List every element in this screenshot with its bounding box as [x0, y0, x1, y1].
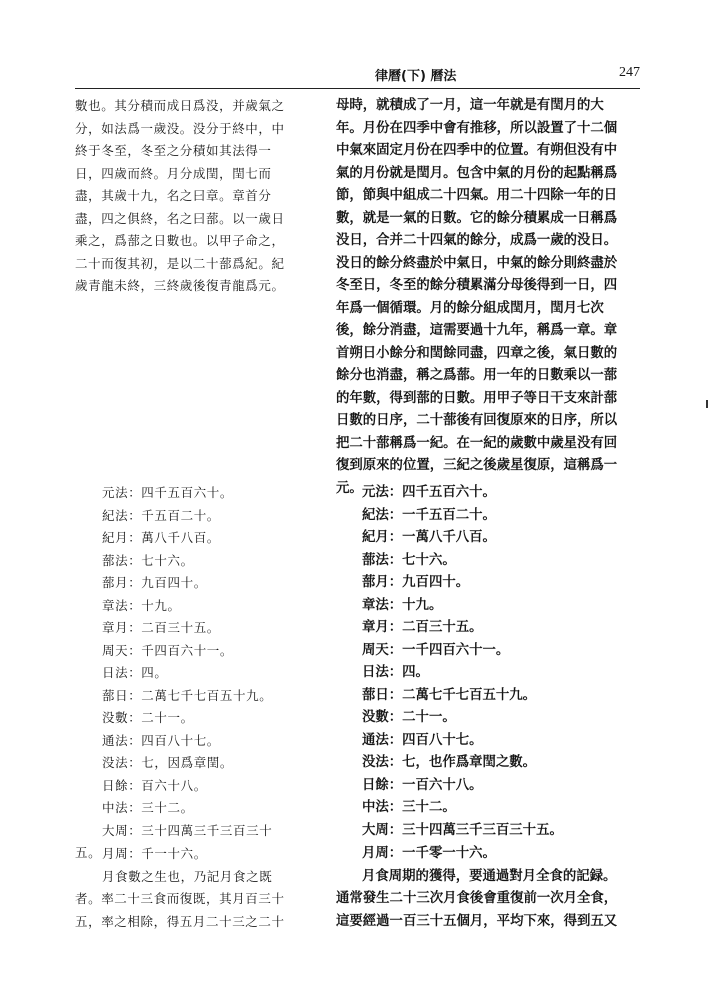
constant-item: 日法：四。: [362, 665, 429, 680]
constant-item: 中法：三十二。: [362, 800, 456, 815]
constant-item: 章月：二百三十五。: [102, 620, 220, 635]
text-line: 日，四歲而終。月分成閏，閏七而: [75, 165, 272, 181]
constant-item: 通法：四百八十七。: [102, 732, 220, 748]
text-line: 盡，其歲十九，名之曰章。章首分: [75, 188, 272, 203]
constant-item: 元法：四千五百六十。: [362, 485, 496, 500]
text-line: 盡，四之俱終，名之曰蔀。以一歲日: [75, 210, 285, 226]
text-line: 日數的日序，二十蔀後有回復原來的日序，所以: [336, 413, 618, 428]
constant-item: 章法：十九。: [362, 597, 443, 613]
constant-item-continuation: 五。: [75, 845, 102, 860]
page-number: 247: [619, 65, 640, 80]
text-line: 年爲一個循環。月的餘分組成閏月，閏月七次: [336, 300, 604, 316]
constant-item: 没法：七，也作爲章閏之數。: [362, 755, 537, 770]
constant-item: 章月：二百三十五。: [362, 620, 483, 635]
original-eclipse-section: [75, 843, 330, 933]
text-line: 數也。其分積而成日爲没，并歲氣之: [75, 98, 285, 113]
text-line: 月食周期的獲得，要通過對月全食的記録。: [362, 868, 617, 884]
text-line: 元。: [336, 480, 363, 496]
text-line: 終于冬至，冬至之分積如其法得一: [75, 143, 272, 158]
constant-item: 日餘：一百六十八。: [362, 777, 483, 793]
text-line: 月食數之生也，乃記月食之既: [102, 868, 273, 884]
constant-item: 蔀法：七十六。: [102, 552, 194, 568]
text-line: 年。月份在四季中會有推移，所以設置了十二個: [336, 120, 618, 136]
text-line: 餘分也消盡，稱之爲蔀。用一年的日數乘以一蔀: [336, 368, 618, 383]
text-line: 首朔日小餘分和閏餘同盡，四章之後，氣日數的: [336, 345, 618, 361]
translation-column: [336, 95, 641, 500]
month-cycle-item: 月周：一千零一十六。: [362, 846, 496, 861]
constant-item: 日法：四。: [102, 665, 168, 680]
text-line: 者。率二十三食而復既，其月百三十: [75, 891, 285, 906]
text-line: 把二十蔀稱爲一紀。在一紀的歲數中歲星没有回: [336, 435, 618, 451]
constant-item: 日餘：百六十八。: [102, 777, 207, 793]
constant-item: 元法：四千五百六十。: [102, 485, 234, 500]
chapter-title: 律曆(下) 曆法: [375, 69, 457, 84]
constant-item: 没數：二十一。: [102, 710, 194, 725]
constant-item: 紀法：千五百二十。: [102, 507, 220, 523]
text-line: 數，就是一氣的日數。它的餘分積累成一日稱爲: [336, 210, 618, 226]
text-line: 二十而復其初，是以二十蔀爲紀。紀: [75, 255, 285, 271]
constant-item: 中法：三十二。: [102, 800, 194, 815]
constant-item: 紀法：一千五百二十。: [362, 507, 496, 523]
constant-item: 蔀日：二萬七千七百五十九。: [362, 687, 537, 703]
constant-item: 没數：二十一。: [362, 710, 456, 725]
constant-item: 大周：三十四萬三千三百三十五。: [362, 822, 563, 838]
text-line: 五，率之相除，得五月二十三之二十: [75, 913, 285, 929]
running-header: [75, 62, 640, 89]
text-line: 没日，合并二十四氣的餘分，成爲一歲的没日。: [336, 233, 618, 248]
translation-paragraph: [336, 95, 641, 500]
original-text-column: [75, 95, 330, 298]
margin-mark: [706, 400, 708, 408]
text-line: 這要經過一百三十五個月，平均下來，得到五又: [336, 913, 618, 929]
original-paragraph: [75, 95, 330, 298]
text-line: 乘之，爲蔀之日數也。以甲子命之，: [75, 233, 285, 248]
constant-item: 周天：千四百六十一。: [102, 642, 234, 658]
constant-item: 蔀日：二萬七千七百五十九。: [102, 687, 273, 703]
text-line: 歲青龍未終，三終歲後復青龍爲元。: [75, 278, 285, 293]
translation-constants-list: [336, 482, 641, 842]
original-constants-list: [75, 482, 330, 865]
text-line: 的年數，得到蔀的日數。用甲子等日干支來計蔀: [336, 390, 618, 406]
constant-item: 大周：三十四萬三千三百三十: [102, 822, 273, 838]
text-line: 節，節與中組成二十四氣。用二十四除一年的日: [336, 188, 618, 203]
constant-item: 没法：七，因爲章閏。: [102, 755, 234, 770]
constant-item: 通法：四百八十七。: [362, 732, 483, 748]
constant-item: 蔀月：九百四十。: [362, 575, 470, 590]
constant-item: 蔀月：九百四十。: [102, 575, 207, 590]
translation-eclipse-section: [336, 843, 641, 933]
constant-item: 蔀法：七十六。: [362, 552, 456, 568]
text-line: 氣的月份就是閏月。包含中氣的月份的起點稱爲: [336, 165, 618, 181]
constant-item: 紀月：萬八千八百。: [102, 530, 220, 545]
constant-item: 章法：十九。: [102, 597, 181, 613]
text-line: 没日的餘分終盡於中氣日，中氣的餘分則終盡於: [336, 255, 618, 271]
text-line: 通常發生二十三次月食後會重復前一次月全食，: [336, 891, 618, 906]
month-cycle-item: 月周：千一十六。: [102, 846, 207, 861]
constant-item: 紀月：一萬八千八百。: [362, 530, 496, 545]
text-line: 冬至日，冬至的餘分積累滿分母後得到一日，四: [336, 278, 618, 293]
constant-item: 周天：一千四百六十一。: [362, 642, 510, 658]
text-line: 分，如法爲一歲没。没分于終中，中: [75, 120, 285, 136]
text-line: 復到原來的位置，三紀之後歲星復原，這稱爲一: [336, 458, 618, 473]
text-line: 母時，就積成了一月，這一年就是有閏月的大: [336, 98, 604, 113]
text-line: 後，餘分消盡，這需要過十九年，稱爲一章。章: [336, 323, 618, 338]
text-line: 中氣來固定月份在四季中的位置。有朔但没有中: [336, 143, 618, 158]
